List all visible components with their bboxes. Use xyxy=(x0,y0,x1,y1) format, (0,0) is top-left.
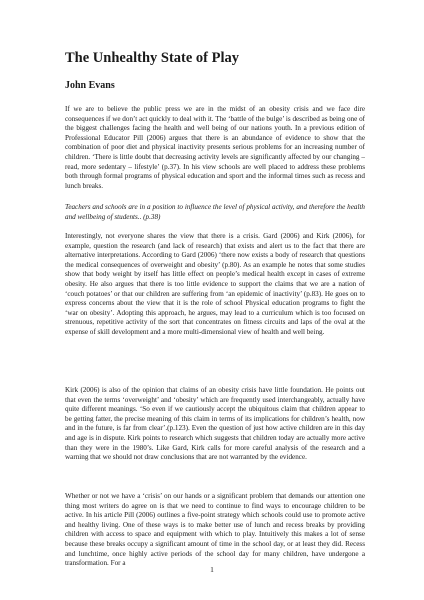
author-name: John Evans xyxy=(65,80,115,91)
page-number: 1 xyxy=(210,565,214,574)
paragraph-kirk: Kirk (2006) is also of the opinion that claims of an obesity crisis have little foundation. He points out that even the terms ‘overweight’ and ‘obesity’ which are frequently used interchangeably, actually have quite different meanings. ‘So even if we cautiously accept the ubiquitous claim that children appear to be getting fatter, the precise meaning of this claim in terms of its implications for children’s health, now and in the future, is far from clear’.(p.123). Even the question of just how active children are in this day and age is in dispute. Kirk points to research which suggests that children today are actually more active than they were in the 1980’s. Like Gard, Kirk calls for more careful analysis of the research and a warning that we should not draw conclusions that are not warranted by the evidence. xyxy=(65,386,365,462)
paragraph-strategy: Whether or not we have a ‘crisis’ on our hands or a significant problem that demands our attention one thing most writers do agree on is that we need to continue to find ways to encourage children to be active. In his article Pill (2006) outlines a five-point strategy which schools could use to promote active and healthy living. One of these ways is to make better use of lunch and recess breaks by providing children with access to space and equipment with which to play. Intuitively this makes a lot of sense because these breaks occupy a significant amount of time in the school day, or at least they did. Recess and lunchtime, once highly active periods of the school day for many children, have undergone a transformation. For a xyxy=(65,492,365,568)
paragraph-quote: Teachers and schools are in a position to influence the level of physical activity, and therefore the health and wellbeing of students.. (p.38) xyxy=(65,203,365,221)
article-title: The Unhealthy State of Play xyxy=(65,50,239,66)
paragraph-gard: Interestingly, not everyone shares the view that there is a crisis. Gard (2006) and Kirk (2006), for example, question the research (and lack of research) that exists and alert us to the fact that there are alternative interpretations. According to Gard (2006) ‘there now exists a body of research that questions the medical consequences of overweight and obesity’ (p.80). As an example he notes that some studies show that body weight by itself has little effect on people’s medical health except in cases of extreme obesity. He also argues that there is too little evidence to support the claims that we are a nation of ‘couch potatoes’ or that our children are suffering from ‘an epidemic of inactivity’ (p.83). He goes on to express concerns about the view that it is the role of school Physical education programs to fight the ‘war on obesity’. Adopting this approach, he argues, may lead to a curriculum which is too focused on strenuous, repetitive activity of the sort that concentrates on fitness circuits and laps of the oval at the expense of skill development and a more multi-dimensional view of health and well being. xyxy=(65,232,365,336)
paragraph-intro: If we are to believe the public press we are in the midst of an obesity crisis and we face dire consequences if we don’t act quickly to deal with it. The ‘battle of the bulge’ is described as being one of the biggest challenges facing the health and well being of our nations youth. In a previous edition of Professional Educator Pill (2006) argues that there is an abundance of evidence to show that the combination of poor diet and physical inactivity presents serious problems for an increasing number of children. ‘There is little doubt that decreasing activity levels are significantly affected by our changing – read, more sedentary – lifestyle’ (p.37). In his view schools are well placed to address these problems both through formal programs of physical education and sport and the informal times such as recess and lunch breaks. xyxy=(65,105,366,190)
